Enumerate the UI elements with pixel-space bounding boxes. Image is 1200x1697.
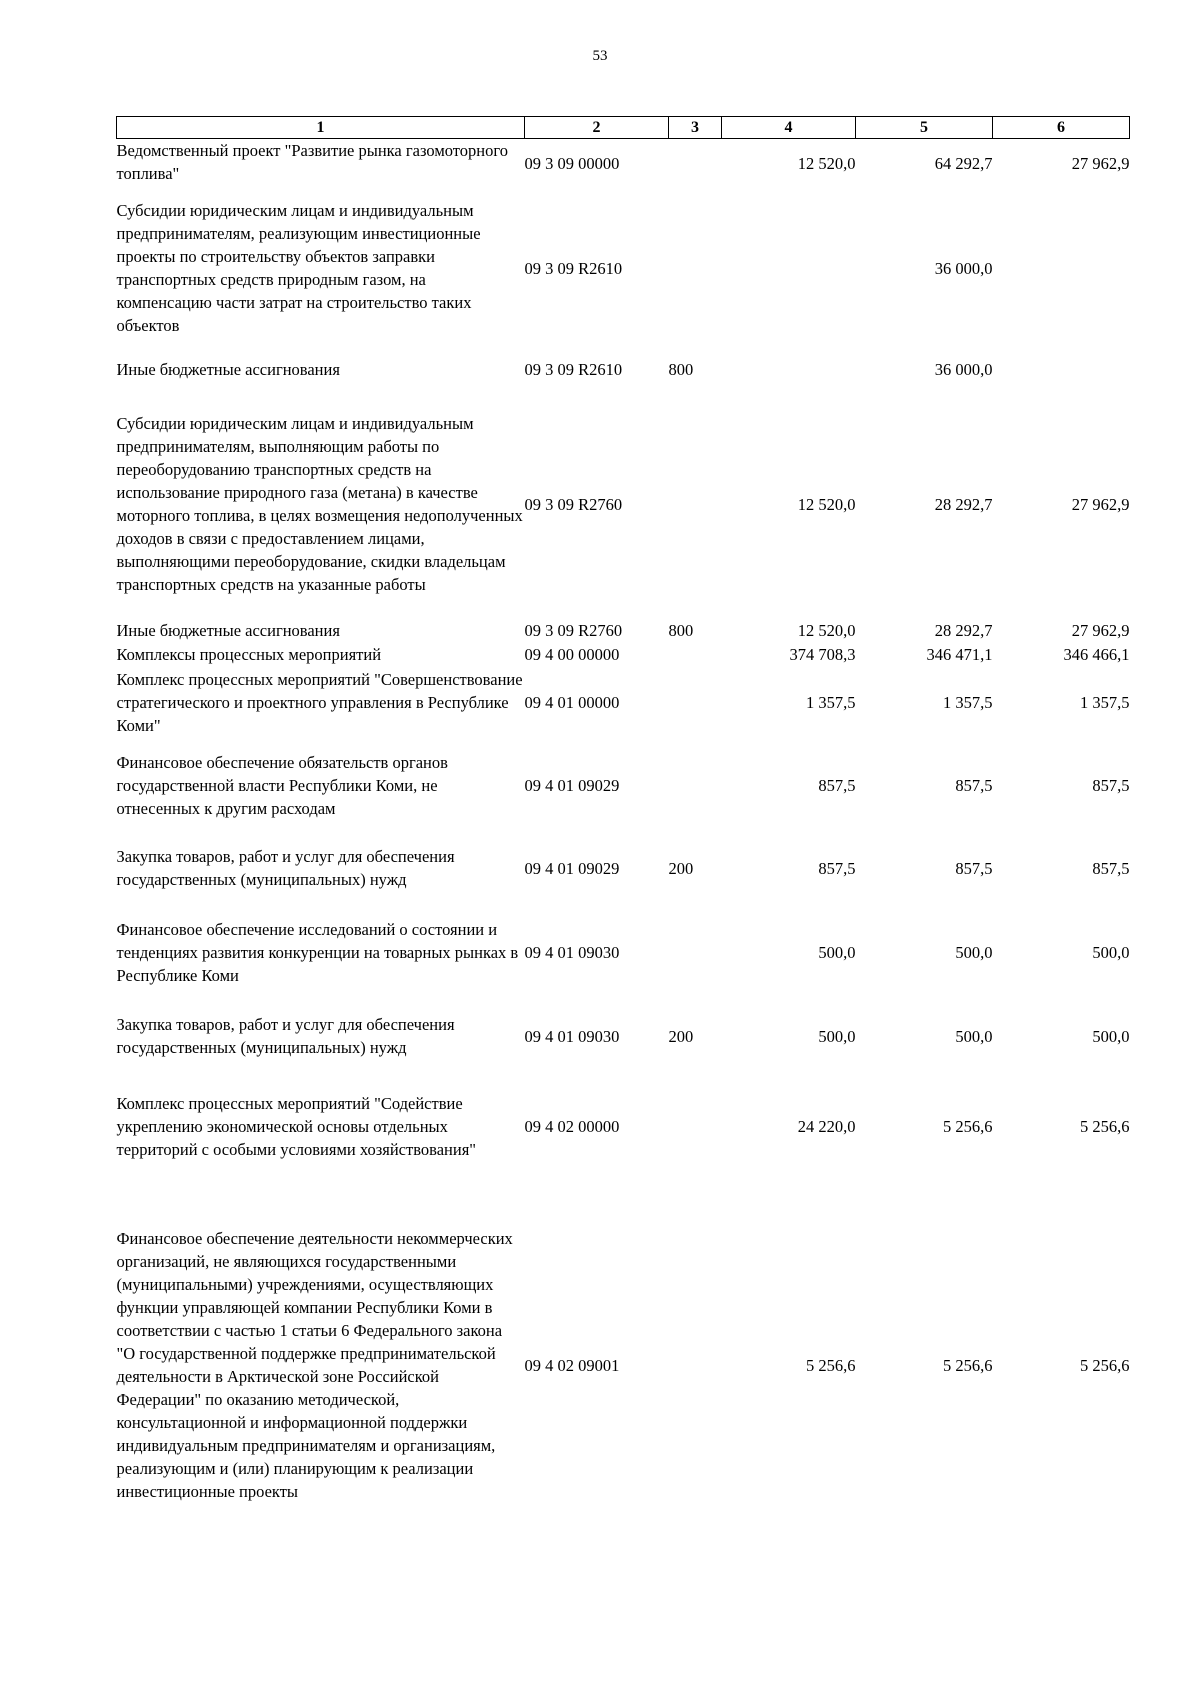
row-value-5: 346 471,1 (926, 644, 993, 664)
row-value-5: 5 256,6 (943, 1116, 993, 1136)
row-value-5: 857,5 (955, 775, 993, 795)
row-value-4: 500,0 (818, 942, 856, 962)
row-value-6: 5 256,6 (1080, 1116, 1130, 1136)
row-value-4 (722, 187, 856, 349)
row-code: 09 4 01 09030 (524, 942, 620, 962)
header-col-6: 6 (993, 117, 1130, 139)
row-value-4: 12 520,0 (797, 494, 856, 514)
row-code: 09 3 09 R2610 (524, 359, 623, 379)
row-value-4: 5 256,6 (806, 1355, 856, 1375)
row-expense-type: 800 (668, 621, 694, 640)
row-code: 09 4 02 00000 (524, 1116, 620, 1136)
header-col-4: 4 (722, 117, 856, 139)
row-expense-type: 200 (668, 1026, 694, 1046)
table-row (117, 619, 1130, 642)
row-value-6 (993, 187, 1130, 349)
row-expense-type (669, 139, 722, 188)
row-value-6: 27 962,9 (1071, 494, 1130, 514)
row-value-4: 374 708,3 (789, 644, 856, 664)
row-value-5: 857,5 (955, 858, 993, 878)
row-code: 09 4 01 09029 (524, 775, 620, 795)
row-value-5: 500,0 (955, 1026, 993, 1046)
row-value-6: 500,0 (1092, 942, 1130, 962)
budget-table (116, 116, 1130, 1550)
row-value-5: 28 292,7 (934, 494, 993, 514)
row-expense-type: 200 (668, 858, 694, 878)
row-expense-type (669, 187, 722, 349)
table-row (117, 832, 1130, 904)
row-value-6: 27 962,9 (1071, 621, 1130, 640)
row-value-5: 5 256,6 (943, 1355, 993, 1375)
row-name: Финансовое обеспечение деятельности некоммерческих организаций, не являющихся государственными (муниципальными) учреждениями, осуществляющих функции управляющей компании Республики Коми в соответствии с частью 1 статьи 6 Федерального закона "О государственной поддержке предпринимательской деятельности в Арктической зоне Российской Федерации" по оказанию методической, консультационной и информационной поддержки индивидуальным предпринимателям и организациям, реализующим и (или) планирующим к реализации инвестиционные проекты (116, 1229, 513, 1501)
row-value-5: 36 000,0 (934, 359, 993, 379)
row-name: Закупка товаров, работ и услуг для обеспечения государственных (муниципальных) нужд (116, 847, 455, 889)
row-name: Финансовое обеспечение обязательств органов государственной власти Республики Коми, не отнесенных к другим расходам (116, 752, 448, 818)
table-row (117, 139, 1130, 188)
table-row (117, 642, 1130, 666)
row-name: Субсидии юридическим лицам и индивидуальным предпринимателям, выполняющим работы по переоборудованию транспортных средств на использование природного газа (метана) в качестве моторного топлива, в целях возмещения недополученных доходов в связи с предоставлением лицами, выполняющими переоборудование, скидки владельцам транспортных средств на указанные работы (116, 414, 523, 594)
table-row (117, 904, 1130, 1000)
row-value-4: 1 357,5 (806, 692, 856, 712)
row-expense-type (669, 738, 722, 832)
row-value-6 (993, 349, 1130, 389)
row-name: Комплекс процессных мероприятий "Совершенствование стратегического и проектного управления в Республике Коми" (116, 669, 523, 735)
row-value-5: 64 292,7 (934, 153, 993, 173)
row-name: Комплекс процессных мероприятий "Содействие укреплению экономической основы отдельных территорий с особыми условиями хозяйствования" (116, 1093, 477, 1159)
row-value-4: 24 220,0 (797, 1116, 856, 1136)
row-value-4: 857,5 (818, 858, 856, 878)
row-value-6: 857,5 (1092, 858, 1130, 878)
row-name: Субсидии юридическим лицам и индивидуальным предпринимателям, реализующим инвестиционные проекты по строительству объектов заправки транспортных средств природным газом, на компенсацию части затрат на строительство таких объектов (116, 201, 481, 335)
row-expense-type (669, 904, 722, 1000)
row-value-5: 36 000,0 (934, 258, 993, 278)
row-code: 09 4 01 00000 (524, 692, 620, 712)
row-value-6: 1 357,5 (1080, 692, 1130, 712)
row-code: 09 4 02 09001 (524, 1355, 620, 1375)
row-code: 09 4 00 00000 (524, 644, 620, 664)
row-code: 09 3 09 R2610 (524, 258, 623, 278)
table-row (117, 389, 1130, 619)
row-value-5: 1 357,5 (943, 692, 993, 712)
row-name: Финансовое обеспечение исследований о состоянии и тенденциях развития конкуренции на товарных рынках в Республике Коми (116, 919, 519, 985)
table-row (117, 349, 1130, 389)
header-col-2: 2 (525, 117, 669, 139)
row-value-6: 5 256,6 (1080, 1355, 1130, 1375)
table-row (117, 187, 1130, 349)
table-row (117, 1000, 1130, 1072)
header-row (117, 117, 1130, 139)
header-col-5: 5 (856, 117, 993, 139)
row-expense-type (669, 389, 722, 619)
row-value-4: 500,0 (818, 1026, 856, 1046)
row-name: Комплексы процессных мероприятий (116, 644, 382, 664)
row-code: 09 4 01 09030 (524, 1026, 620, 1046)
row-expense-type (669, 666, 722, 738)
row-value-6: 500,0 (1092, 1026, 1130, 1046)
row-name: Иные бюджетные ассигнования (116, 359, 340, 379)
row-expense-type (669, 642, 722, 666)
row-expense-type: 800 (668, 359, 694, 379)
row-value-5: 28 292,7 (934, 621, 993, 640)
table-row (117, 666, 1130, 738)
row-code: 09 3 09 R2760 (524, 621, 623, 640)
row-value-4: 857,5 (818, 775, 856, 795)
row-name: Иные бюджетные ассигнования (116, 621, 340, 640)
row-expense-type (669, 1180, 722, 1550)
table-row (117, 1180, 1130, 1550)
table-row (117, 738, 1130, 832)
row-code: 09 4 01 09029 (524, 858, 620, 878)
row-code: 09 3 09 00000 (524, 153, 620, 173)
row-name: Закупка товаров, работ и услуг для обеспечения государственных (муниципальных) нужд (116, 1015, 455, 1057)
table-row (117, 1072, 1130, 1180)
page-number: 53 (592, 48, 608, 64)
row-value-4: 12 520,0 (797, 153, 856, 173)
row-value-6: 27 962,9 (1071, 153, 1130, 173)
row-value-4 (722, 349, 856, 389)
header-col-1: 1 (117, 117, 525, 139)
header-col-3: 3 (669, 117, 722, 139)
row-expense-type (669, 1072, 722, 1180)
row-code: 09 3 09 R2760 (524, 494, 623, 514)
row-value-6: 346 466,1 (1063, 644, 1130, 664)
row-value-5: 500,0 (955, 942, 993, 962)
row-value-6: 857,5 (1092, 775, 1130, 795)
row-name: Ведомственный проект "Развитие рынка газомоторного топлива" (116, 141, 508, 183)
row-value-4: 12 520,0 (797, 621, 856, 640)
